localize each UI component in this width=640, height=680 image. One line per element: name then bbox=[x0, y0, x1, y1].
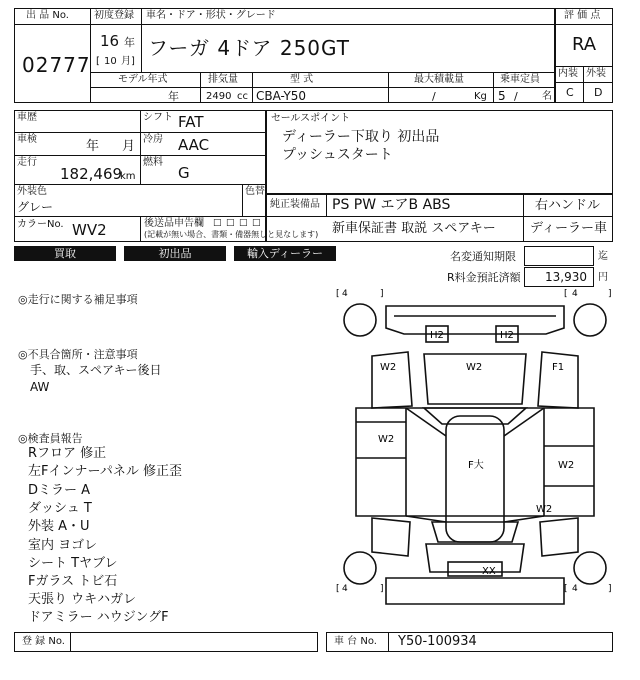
sales-point-label: セールスポイント bbox=[271, 113, 351, 124]
grade-box bbox=[555, 8, 613, 103]
tire-label-rr: 4 bbox=[572, 584, 578, 594]
mark-w2-door-top: W2 bbox=[380, 362, 397, 373]
rear-glass bbox=[432, 522, 518, 542]
exterior-color-value: グレー bbox=[17, 200, 54, 214]
mark-h2-left: H2 bbox=[430, 330, 444, 341]
inspection-year-unit: 年 bbox=[86, 139, 100, 154]
first-reg-year: 16 bbox=[100, 32, 120, 50]
capacity-sep: / bbox=[514, 90, 518, 103]
import-dealer-tag: 輸入ディーラー bbox=[234, 246, 336, 261]
mileage-unit: km bbox=[120, 171, 136, 182]
tire-marker-fl-close: ] bbox=[380, 289, 384, 299]
year-unit: 年 bbox=[124, 36, 135, 49]
purchase-tag: 買取 bbox=[14, 246, 116, 261]
tire-marker-fr-close: ] bbox=[608, 289, 612, 299]
mark-f-large: F大 bbox=[468, 460, 484, 471]
inspector-line-4: ダッシュ T bbox=[28, 501, 92, 516]
name-change-label: 名変通知期限 bbox=[450, 250, 516, 263]
inspector-heading: ◎検査員報告 bbox=[18, 432, 83, 445]
front-bumper bbox=[386, 306, 564, 334]
doc-checkbox-4: □ bbox=[252, 218, 261, 228]
name-change-unit: 迄 bbox=[598, 251, 608, 262]
tire-label-fr: 4 bbox=[572, 289, 578, 299]
doc-checkbox-2: □ bbox=[226, 218, 235, 228]
recycle-amount: 13,930 bbox=[545, 270, 587, 284]
first-listing-tag: 初出品 bbox=[124, 246, 226, 261]
roof bbox=[446, 416, 504, 542]
tire-marker-rr-close: ] bbox=[608, 584, 612, 594]
tire-marker-fl-open: [ bbox=[336, 289, 340, 299]
type-label: 型 式 bbox=[290, 74, 314, 85]
history-label: 車歴 bbox=[17, 112, 37, 123]
mark-w2-hood: W2 bbox=[466, 362, 483, 373]
registration-label: 登 録 No. bbox=[22, 636, 65, 647]
driving-notes-heading: ◎走行に関する補足事項 bbox=[18, 293, 138, 306]
tire-marker-rr-open: [ bbox=[564, 584, 568, 594]
fuel-label: 燃料 bbox=[143, 157, 163, 168]
trunk bbox=[426, 544, 524, 572]
first-reg-month: 10 bbox=[104, 56, 117, 67]
tire-marker-rl-close: ] bbox=[380, 584, 384, 594]
mileage-label: 走行 bbox=[17, 157, 37, 168]
inspector-line-8: Fガラス トビ石 bbox=[28, 574, 118, 589]
equipment-items: PS PW エアB ABS bbox=[332, 197, 451, 213]
exterior-grade: D bbox=[594, 86, 603, 99]
front-fender-right bbox=[538, 352, 578, 408]
inspection-month-unit: 月 bbox=[122, 139, 136, 154]
exterior-label: 外装 bbox=[586, 68, 606, 79]
model-year-unit: 年 bbox=[168, 90, 179, 103]
car-damage-diagram bbox=[336, 286, 614, 626]
capacity-unit: 名 bbox=[542, 91, 552, 102]
defect-line-1: 手、取、スペアキー後日 bbox=[30, 363, 162, 377]
rear-fender-right bbox=[540, 518, 578, 556]
inspector-line-9: 天張り ウキハガレ bbox=[28, 592, 137, 607]
displacement-unit: cc bbox=[237, 91, 248, 102]
dealer-car: ディーラー車 bbox=[530, 221, 607, 236]
mileage-value: 182,469 bbox=[60, 165, 123, 183]
sales-point-line1: ディーラー下取り 初出品 bbox=[282, 129, 440, 145]
load-label: 最大積載量 bbox=[414, 74, 464, 85]
inspector-line-7: シート Tヤブレ bbox=[28, 556, 118, 571]
tire-rear-left bbox=[344, 552, 376, 584]
month-unit: 月] bbox=[121, 56, 135, 67]
inspector-line-10: ドアミラー ハウジングF bbox=[28, 610, 169, 625]
model-year-label: モデル年式 bbox=[118, 74, 168, 85]
inspector-line-3: Dミラー A bbox=[28, 483, 91, 498]
displacement: 2490 bbox=[206, 91, 232, 102]
front-fender-left bbox=[372, 352, 412, 408]
sales-point-line2: プッシュスタート bbox=[282, 147, 393, 163]
first-reg-label: 初度登録 bbox=[94, 10, 134, 21]
tire-marker-fr-open: [ bbox=[564, 289, 568, 299]
load-sep: / bbox=[432, 90, 436, 103]
defects-heading: ◎不具合箇所・注意事項 bbox=[18, 348, 138, 361]
aftermarket-label: 後送品申告欄 bbox=[144, 218, 204, 229]
chassis-label: 車 台 No. bbox=[334, 636, 377, 647]
mark-xx-rear: XX bbox=[482, 566, 496, 577]
tire-front-left bbox=[344, 304, 376, 336]
rear-fender-left bbox=[372, 518, 410, 556]
car-name-label: 車名・ドア・形状・グレード bbox=[146, 10, 276, 21]
mark-f1: F1 bbox=[552, 362, 565, 373]
color-no-label: カラーNo. bbox=[17, 219, 64, 230]
grade-label: 評 価 点 bbox=[564, 10, 601, 21]
exterior-color-label: 外装色 bbox=[17, 186, 47, 197]
tire-front-right bbox=[574, 304, 606, 336]
interior-label: 内装 bbox=[558, 68, 578, 79]
mark-h2-right: H2 bbox=[500, 330, 514, 341]
grade: RA bbox=[572, 34, 597, 55]
car-name: フーガ 4ドア 250GT bbox=[148, 36, 351, 60]
inspection-label: 車検 bbox=[17, 134, 37, 145]
aftermarket-note: (記載が無い場合、書類・備器無しと見なします) bbox=[144, 230, 319, 239]
capacity-label: 乗車定員 bbox=[500, 74, 540, 85]
mark-w2-right-mid: W2 bbox=[558, 460, 575, 471]
tire-label-rl: 4 bbox=[342, 584, 348, 594]
recycle-unit: 円 bbox=[598, 272, 608, 283]
lot-number: 02777 bbox=[22, 53, 91, 77]
ac-value: AAC bbox=[178, 136, 210, 154]
equipment-line2: 新車保証書 取説 スペアキー bbox=[332, 221, 496, 236]
repaint-label: 色替 bbox=[245, 186, 265, 197]
doc-checkbox-3: □ bbox=[239, 218, 248, 228]
inspector-line-5: 外装 A・U bbox=[28, 519, 90, 534]
fuel-value: G bbox=[178, 164, 190, 182]
inspector-line-1: Rフロア 修正 bbox=[28, 446, 107, 461]
tire-rear-right bbox=[574, 552, 606, 584]
equipment-label: 純正装備品 bbox=[270, 199, 320, 210]
defect-line-2: AW bbox=[30, 380, 50, 394]
capacity: 5 bbox=[498, 89, 506, 103]
doc-checkbox-1: □ bbox=[213, 218, 222, 228]
interior-grade: C bbox=[566, 86, 574, 99]
recycle-label: R料金預託済額 bbox=[447, 271, 521, 284]
displacement-label: 排気量 bbox=[208, 74, 238, 85]
tire-marker-rl-open: [ bbox=[336, 584, 340, 594]
inspector-line-6: 室内 ヨゴレ bbox=[28, 538, 98, 553]
chassis-number: Y50-100934 bbox=[398, 634, 477, 649]
mark-w2-left-mid: W2 bbox=[378, 434, 395, 445]
ac-label: 冷房 bbox=[143, 134, 163, 145]
shift-value: FAT bbox=[178, 113, 204, 131]
model-type: CBA-Y50 bbox=[256, 89, 307, 103]
color-no-value: WV2 bbox=[72, 221, 107, 239]
steering-side: 右ハンドル bbox=[535, 198, 601, 213]
tire-label-fl: 4 bbox=[342, 289, 348, 299]
shift-label: シフト bbox=[143, 112, 173, 123]
load-unit: Kg bbox=[474, 91, 487, 102]
rear-bumper bbox=[386, 578, 564, 604]
mark-w2-right-low: W2 bbox=[536, 504, 553, 515]
inspector-line-2: 左Fインナーパネル 修正歪 bbox=[28, 464, 182, 479]
first-reg-month-prefix: [ bbox=[96, 56, 100, 67]
name-change-box bbox=[524, 246, 594, 266]
lot-number-label: 出 品 No. bbox=[26, 10, 69, 21]
